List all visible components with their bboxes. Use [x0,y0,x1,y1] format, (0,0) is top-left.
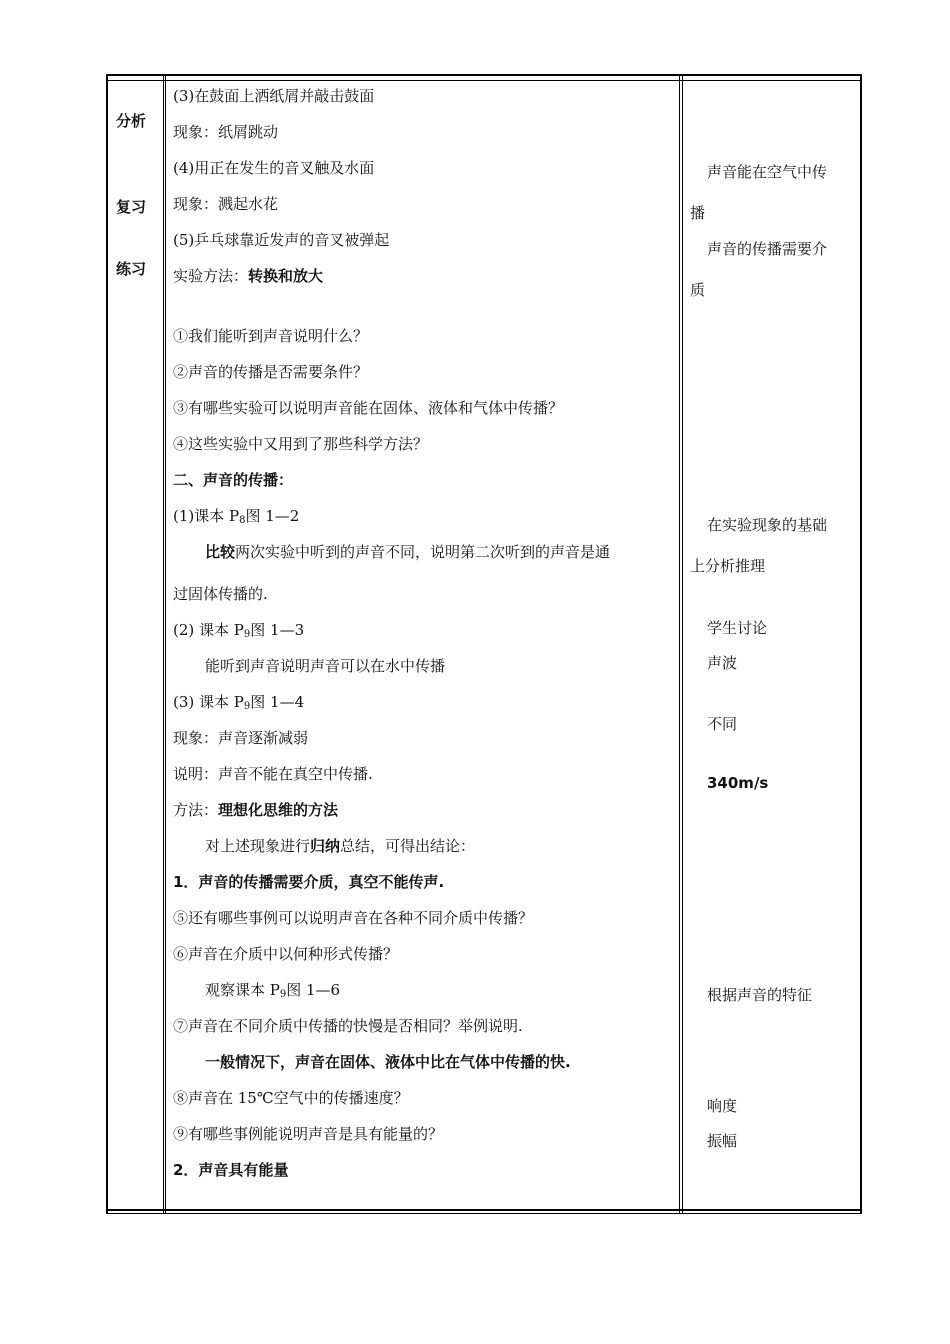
observe-textbook [205,979,705,1000]
observe-page: 9 [279,989,287,1000]
method-prefix: 实验方法： [173,267,249,285]
conclusion-1: 1．声音的传播需要介质，真空不能传声. [173,873,445,891]
label-practice: 练习 [116,260,147,278]
note-sound-wave: 声波 [707,654,738,672]
column-divider-2 [679,76,680,1213]
line-pingpong: (5)乒乓球靠近发声的音叉被弹起 [173,231,390,249]
section-heading-propagation: 二、声音的传播： [173,471,294,489]
textbook-ref-3 [173,691,673,712]
note-amplitude: 振幅 [707,1132,738,1150]
summary-suffix: 总结，可得出结论： [340,837,476,855]
note-medium-needed-1: 声音的传播需要介 [707,240,828,258]
observe-prefix: 观察课本 P [205,981,280,999]
ref-2-figure: 图 1—3 [250,621,305,639]
note-reasoning-2: 上分析推理 [690,557,766,575]
idealized-prefix: 方法： [173,801,219,819]
question-8: ⑧声音在 15℃空气中的传播速度？ [173,1089,409,1107]
ref-1-figure: 图 1—2 [245,507,300,525]
note-reasoning-1: 在实验现象的基础 [707,516,828,534]
note-air-propagation-2: 播 [690,204,706,222]
ref-1-prefix: (1)课本 P [173,507,240,525]
method-bold: 转换和放大 [248,267,324,285]
question-3: ③有哪些实验可以说明声音能在固体、液体和气体中传播？ [173,399,564,417]
label-review: 复习 [116,198,147,216]
table-top-border-inner [106,80,862,81]
table-bottom-border [106,1209,862,1211]
question-4: ④这些实验中又用到了那些科学方法？ [173,435,429,453]
ref-3-prefix: (3) 课本 P [173,693,244,711]
summary-bold: 归纳 [310,837,341,855]
question-7: ⑦声音在不同介质中传播的快慢是否相同？举例说明. [173,1017,523,1035]
ref-3-figure: 图 1—4 [250,693,305,711]
question-5: ⑤还有哪些事例可以说明声音在各种不同介质中传播？ [173,909,534,927]
idealized-method [173,799,673,820]
observe-figure: 图 1—6 [286,981,341,999]
textbook-ref-2 [173,619,673,640]
question-2: ②声音的传播是否需要条件？ [173,363,369,381]
label-analysis: 分析 [116,112,147,130]
compare-line-1 [205,541,705,562]
note-different: 不同 [707,715,738,733]
summary-line [205,835,705,856]
compare-line-2: 过固体传播的. [173,585,268,603]
vacuum-phenomenon: 现象：声音逐渐减弱 [173,729,309,747]
question-1: ①我们能听到声音说明什么？ [173,327,369,345]
ref-3-page: 9 [243,701,251,712]
line-drum-experiment: (3)在鼓面上洒纸屑并敲击鼓面 [173,87,375,105]
table-left-border [106,76,108,1213]
column-divider-1b [165,76,166,1213]
table-top-border [106,74,862,76]
line-fork-water: (4)用正在发生的音叉触及水面 [173,159,375,177]
compare-text: 两次实验中听到的声音不同，说明第二次听到的声音是通 [235,543,611,561]
summary-prefix: 对上述现象进行 [205,837,311,855]
note-speed: 340m/s [707,774,769,792]
note-air-propagation-1: 声音能在空气中传 [707,163,828,181]
note-sound-features: 根据声音的特征 [707,986,813,1004]
line-drum-phenomenon: 现象：纸屑跳动 [173,123,279,141]
question-6: ⑥声音在介质中以何种形式传播？ [173,945,399,963]
column-divider-1 [163,76,164,1213]
conclusion-2: 2．声音具有能量 [173,1161,289,1179]
water-conclusion: 能听到声音说明声音可以在水中传播 [205,657,446,675]
column-divider-2b [682,76,683,1213]
speed-conclusion: 一般情况下，声音在固体、液体中比在气体中传播的快. [205,1053,571,1071]
line-experiment-method [173,265,673,286]
ref-2-page: 9 [243,629,251,640]
line-water-phenomenon: 现象：溅起水花 [173,195,279,213]
note-discussion: 学生讨论 [707,619,768,637]
note-loudness: 响度 [707,1097,738,1115]
vacuum-explanation: 说明：声音不能在真空中传播. [173,765,373,783]
ref-2-prefix: (2) 课本 P [173,621,244,639]
table-bottom-border-inner [106,1213,862,1214]
compare-bold: 比较 [205,543,236,561]
question-9: ⑨有哪些事例能说明声音是具有能量的？ [173,1125,444,1143]
idealized-bold: 理想化思维的方法 [218,801,339,819]
note-medium-needed-2: 质 [690,281,706,299]
ref-1-page: 8 [239,515,246,526]
textbook-ref-1 [173,505,673,526]
